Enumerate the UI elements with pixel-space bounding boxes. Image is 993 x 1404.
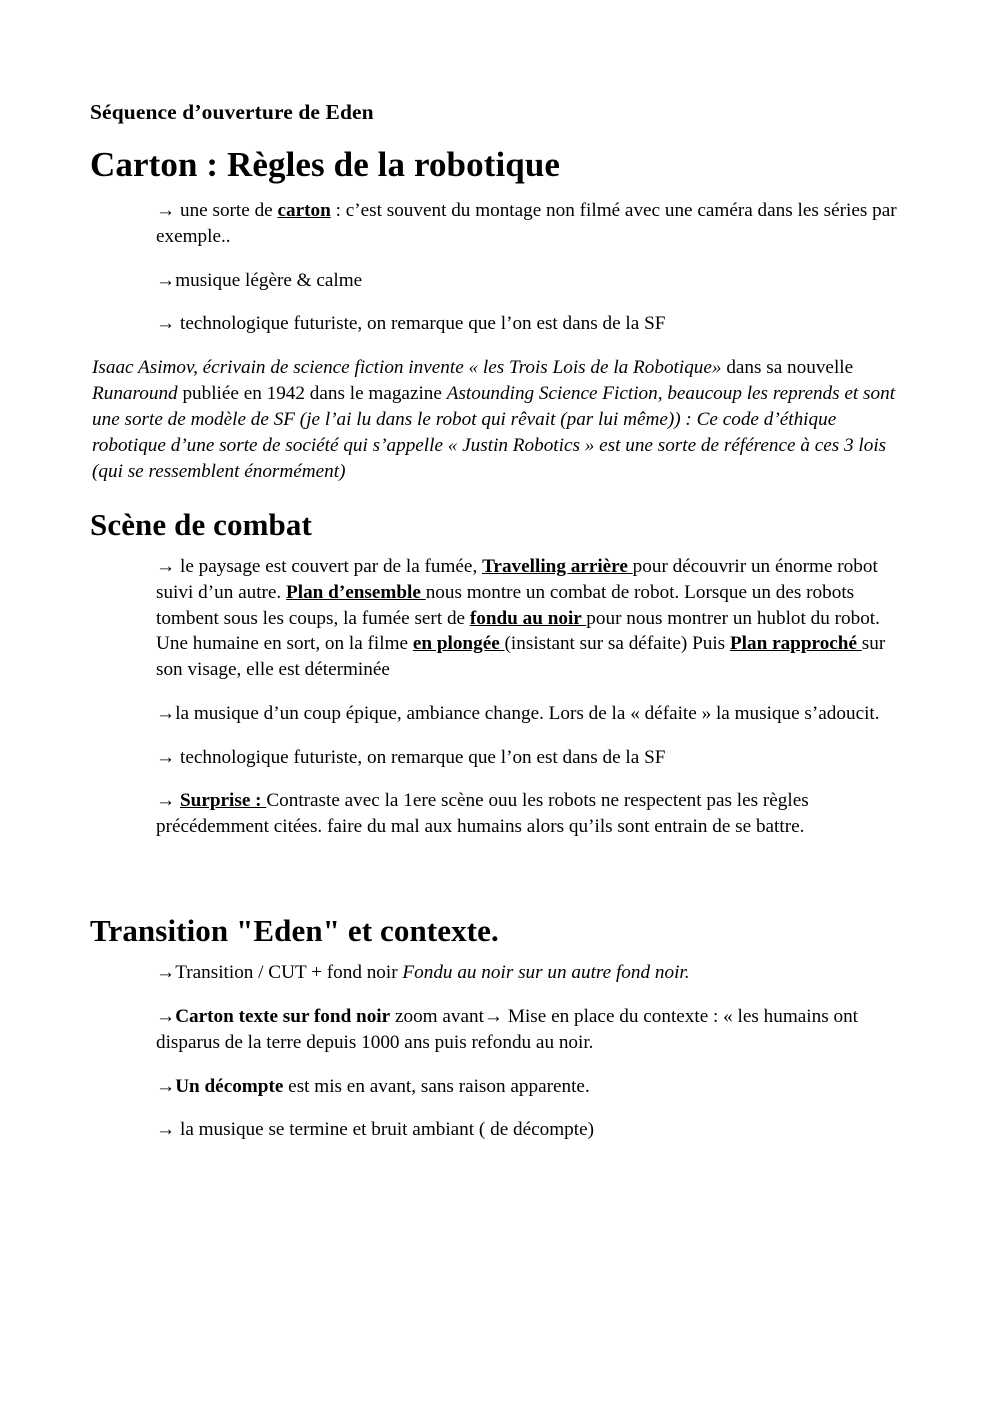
bullet-paragraph <box>156 745 905 771</box>
emphasis-bold-underline: Travelling arrière <box>482 556 633 578</box>
emphasis-bold: Carton texte sur fond noir <box>175 1006 391 1028</box>
emphasis-italic: Astounding Science Fiction, beaucoup les reprends et sont une sorte de modèle de SF (je l’ai lu dans le robot qui rêvait (par lui même)) : Ce code d’éthique robotique d’une sorte de société qui s’appelle « Justin Robotics » est une sorte de référence à ces 3 lois (qui se ressemblent énormément) <box>92 383 896 483</box>
bullet-paragraph <box>156 1074 905 1100</box>
text-run: sur son visage, elle est déterminée <box>156 633 886 681</box>
emphasis-italic: Isaac Asimov, écrivain de science fiction invente « les Trois Lois de la Robotique» <box>92 357 722 378</box>
text-run: la musique se termine et bruit ambiant ( de décompte) <box>179 1119 594 1141</box>
section-heading-carton: Carton : Règles de la robotique <box>90 144 561 184</box>
arrow-icon: → <box>156 1006 176 1028</box>
emphasis-bold-underline: carton <box>277 200 331 222</box>
section-spacer <box>90 858 905 914</box>
text-run: est mis en avant, sans raison apparente. <box>283 1075 590 1097</box>
text-run: Contraste avec la 1ere scène ouu les robots ne respectent pas les règles précédemment citées. faire du mal aux humains alors qu’ils sont entrain de se battre. <box>156 790 809 838</box>
section-carton-bullets <box>90 198 905 337</box>
section-carton-note <box>90 355 905 486</box>
text-run: Transition / CUT + fond noir <box>175 962 403 984</box>
text-roman: publiée en 1942 dans le magazine <box>177 383 447 405</box>
bullet-paragraph <box>156 1117 905 1143</box>
page-title: Séquence d’ouverture de Eden <box>90 100 374 124</box>
text-roman: dans sa nouvelle <box>721 357 854 378</box>
emphasis-italic: Runaround <box>92 383 178 405</box>
text-run: pour nous montrer un hublot du robot. Une humaine en sort, on la filme <box>156 607 880 655</box>
section-transition-bullets <box>90 960 905 1143</box>
bullet-paragraph <box>156 788 905 839</box>
arrow-icon: → <box>156 269 176 291</box>
section-heading-combat: Scène de combat <box>90 506 312 542</box>
note-paragraph <box>92 355 905 486</box>
document-body <box>90 100 905 1161</box>
text-run: une sorte de <box>179 200 278 222</box>
emphasis-italic: Fondu au noir sur un autre fond noir. <box>402 962 690 984</box>
text-run: le paysage est couvert par de la fumée, <box>179 556 483 578</box>
text-run: pour découvrir un énorme robot suivi d’un autre. <box>156 556 878 603</box>
arrow-icon: → <box>156 790 180 812</box>
arrow-icon: → <box>156 702 176 724</box>
section-heading-transition: Transition "Eden" et contexte. <box>90 912 499 948</box>
arrow-icon: → <box>156 1119 180 1141</box>
section-combat-bullets <box>90 554 905 839</box>
text-run: technologique futuriste, on remarque que l’on est dans de la SF <box>179 313 666 335</box>
arrow-icon: → <box>156 1075 176 1097</box>
arrow-icon: → <box>156 313 180 335</box>
emphasis-bold-underline: Surprise : <box>179 790 267 812</box>
text-run: nous montre un combat de robot. Lorsque un des robots tombent sous les coups, la fumée sert de <box>156 581 855 629</box>
text-run: zoom avant→ Mise en place du contexte : « les humains ont disparus de la terre depuis 1000 ans puis refondu au noir. <box>156 1006 859 1053</box>
text-run: : c’est souvent du montage non filmé avec une caméra dans les séries par exemple.. <box>156 200 897 247</box>
bullet-paragraph <box>156 1004 905 1055</box>
bullet-paragraph <box>156 311 905 337</box>
arrow-icon: → <box>156 200 180 222</box>
text-run: musique légère & calme <box>175 269 363 291</box>
arrow-icon: → <box>156 962 176 984</box>
bullet-paragraph <box>156 960 905 986</box>
emphasis-bold: Un décompte <box>175 1075 284 1097</box>
emphasis-bold-underline: fondu au noir <box>469 607 587 629</box>
text-run: technologique futuriste, on remarque que l’on est dans de la SF <box>179 746 666 768</box>
text-run: la musique d’un coup épique, ambiance change. Lors de la « défaite » la musique s’adoucit. <box>175 702 880 724</box>
bullet-paragraph <box>156 268 905 294</box>
arrow-icon: → <box>156 556 180 578</box>
bullet-paragraph <box>156 198 905 249</box>
emphasis-bold-underline: en plongée <box>412 633 505 655</box>
emphasis-bold-underline: Plan rapproché <box>729 633 862 655</box>
bullet-paragraph <box>156 554 905 683</box>
bullet-paragraph <box>156 701 905 727</box>
emphasis-bold-underline: Plan d’ensemble <box>286 581 426 603</box>
text-run: (insistant sur sa défaite) Puis <box>504 633 730 655</box>
arrow-icon: → <box>156 746 180 768</box>
